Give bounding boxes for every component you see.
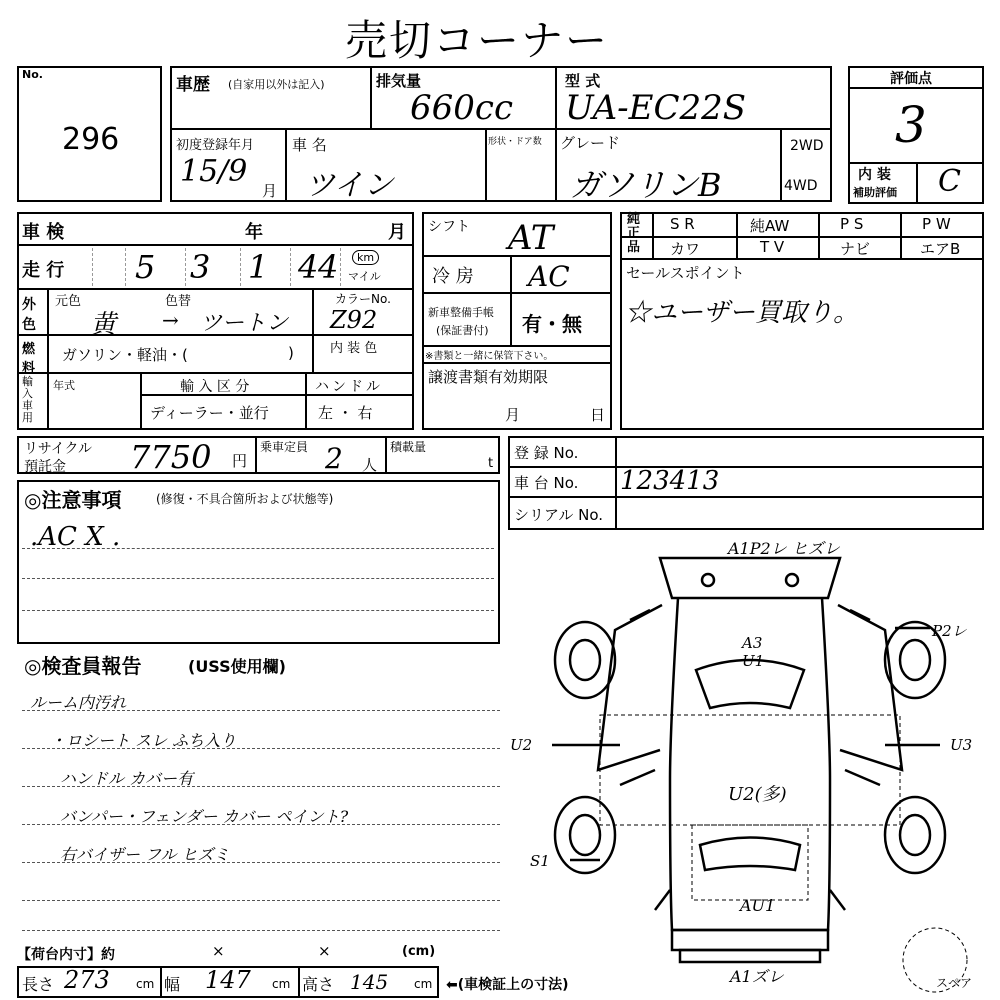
color-original: 黄: [90, 310, 117, 340]
color-code-label: カラーNo.: [335, 292, 391, 306]
cargo-label: 【荷台内寸】約: [17, 947, 115, 963]
mileage-label: 走 行: [22, 260, 65, 281]
dims-length-unit: cm: [136, 977, 155, 991]
no-label: No.: [22, 68, 43, 81]
history-label: 車歴: [176, 75, 210, 95]
dims-height-unit: cm: [414, 977, 433, 991]
fuel-side-label: 燃料: [22, 342, 36, 376]
capacity-label: 乗車定員: [260, 440, 309, 454]
body-type-label: 形状・ドア数: [488, 137, 542, 147]
service-book-note: ※書類と一緒に保管下さい。: [425, 351, 554, 362]
option-airbag: エアB: [920, 240, 961, 258]
ac-label: 冷 房: [432, 266, 474, 287]
model-label: 型 式: [565, 72, 601, 90]
displacement-label: 排気量: [376, 72, 422, 90]
recycle-value: 7750: [130, 438, 212, 476]
chassis-value: 123413: [620, 466, 720, 496]
serial-label: シリアル No.: [514, 506, 604, 524]
service-book-label-2: (保証書付): [436, 324, 489, 337]
history-note: (自家用以外は記入): [228, 78, 325, 91]
option-ps: P S: [840, 215, 864, 233]
fuel-options: ガソリン・軽油・(: [62, 346, 188, 364]
options-side-label: 純正品: [627, 212, 641, 255]
inspection-year: 年: [245, 222, 263, 243]
color-change-label: 色替: [165, 294, 192, 309]
inspector-line-1: ルーム内汚れ: [30, 693, 127, 712]
sales-point-value: ☆ユーザー買取り。: [625, 298, 860, 328]
diag-right-top: P2レ: [932, 622, 967, 640]
interior-color-label: 内 装 色: [330, 341, 378, 356]
chassis-label: 車 台 No.: [514, 474, 579, 492]
inspector-line-5: 右バイザー フル ヒズミ: [60, 845, 230, 864]
caution-line-1: .AC X .: [30, 522, 121, 552]
dims-note: ⬅(車検証上の寸法): [446, 977, 569, 993]
dims-length-label: 長さ: [22, 975, 55, 994]
import-class-label: 輸 入 区 分: [180, 379, 250, 395]
diag-top: A1P2レ ヒズレ: [728, 539, 840, 558]
mileage-digit-2: 3: [190, 248, 211, 286]
transfer-label: 譲渡書類有効期限: [428, 368, 549, 386]
diag-left-bottom: S1: [530, 852, 550, 870]
ac-value: AC: [528, 260, 570, 293]
mileage-digit-4: 4: [298, 248, 319, 286]
mileage-unit-km: km: [352, 250, 379, 265]
transfer-month: 月: [505, 406, 521, 424]
mileage-unit-mile: マイル: [348, 270, 381, 283]
option-leather: カワ: [670, 240, 701, 258]
color-arrow: →: [162, 308, 179, 332]
car-name-value: ツイン: [305, 168, 394, 203]
no-value: 296: [62, 122, 120, 157]
import-year-label: 年式: [53, 379, 75, 392]
diag-bottom: A1ズレ: [730, 967, 784, 986]
grade-value: ガソリンB: [570, 166, 722, 204]
displacement-value: 660cc: [410, 88, 513, 128]
handle-value: 左 ・ 右: [318, 404, 373, 422]
shift-value: AT: [508, 218, 554, 258]
color-changed: ツートン: [200, 311, 289, 336]
mileage-digit-1: 5: [135, 248, 156, 286]
inspection-label: 車 検: [22, 222, 65, 243]
model-value: UA-EC22S: [565, 88, 747, 128]
inspector-line-2: ・ロシート スレ ふち入り: [50, 731, 237, 750]
recycle-label-1: リサイクル: [24, 441, 93, 457]
service-book-value: 有・無: [522, 312, 582, 336]
option-tv: T V: [760, 238, 785, 256]
diag-rear: AU1: [740, 896, 776, 915]
diag-right-mid: U3: [950, 736, 973, 754]
inspector-label: ◎検査員報告: [24, 654, 142, 678]
recycle-unit: 円: [232, 452, 248, 470]
first-reg-label: 初度登録年月: [176, 138, 255, 153]
interior-label-2: 補助評価: [853, 186, 897, 199]
capacity-value: 2: [325, 442, 343, 475]
cargo-x1: ×: [212, 942, 225, 960]
inspector-line-3: ハンドル カバー有: [60, 769, 194, 788]
load-unit: t: [488, 456, 494, 471]
diag-left-mid: U2: [510, 736, 533, 754]
dims-width-unit: cm: [272, 977, 291, 991]
page-title: 売切コーナー: [345, 16, 610, 65]
interior-label-1: 内 装: [858, 167, 891, 183]
inspector-note: (USS使用欄): [188, 657, 286, 676]
diag-center: U2(多): [728, 784, 787, 805]
rating-value: 3: [895, 96, 927, 154]
car-diagram: [510, 530, 990, 1000]
color-original-label: 元色: [55, 294, 82, 309]
first-reg-unit: 月: [262, 182, 278, 200]
dims-height: 145: [350, 970, 389, 994]
dims-length: 273: [64, 966, 110, 994]
grade-label: グレード: [560, 134, 621, 152]
caution-note: (修復・不具合箇所および状態等): [156, 492, 334, 506]
dims-width-label: 幅: [164, 975, 181, 994]
mileage-digit-3: 1: [248, 248, 269, 286]
caution-label: ◎注意事項: [24, 488, 122, 512]
capacity-unit: 人: [362, 456, 378, 474]
fuel-close: ): [288, 344, 294, 362]
recycle-label-2: 預託金: [24, 459, 66, 475]
dims-width: 147: [205, 966, 251, 994]
shift-label: シフト: [428, 219, 470, 235]
import-class-value: ディーラー・並行: [150, 404, 269, 422]
import-side-label: 輸入車用: [22, 375, 33, 424]
mileage-digit-5: 4: [318, 248, 339, 286]
inspector-line-4: バンパー・フェンダー カバー ペイント?: [60, 807, 349, 826]
transfer-day: 日: [590, 406, 606, 424]
option-sr: S R: [670, 215, 695, 233]
inspection-month: 月: [388, 222, 406, 243]
rating-label: 評価点: [890, 71, 932, 87]
cargo-x2: ×: [318, 942, 331, 960]
interior-value: C: [938, 164, 961, 199]
car-name-label: 車 名: [292, 136, 327, 154]
option-pw: P W: [922, 215, 951, 233]
diag-roof: A3 U1: [742, 634, 765, 670]
handle-label: ハンドル: [315, 379, 383, 395]
load-label: 積載量: [390, 440, 427, 454]
drive-2wd: 2WD: [790, 138, 824, 154]
drive-4wd: 4WD: [784, 178, 818, 194]
service-book-label-1: 新車整備手帳: [428, 306, 494, 319]
option-navi: ナビ: [840, 240, 871, 258]
option-aw: 純AW: [750, 217, 790, 235]
diag-spare: スペア: [936, 976, 973, 990]
dims-height-label: 高さ: [302, 975, 335, 994]
sales-point-label: セールスポイント: [626, 264, 745, 282]
color-side-label: 外色: [22, 297, 36, 333]
cargo-unit: (cm): [402, 944, 436, 959]
color-code: Z92: [330, 306, 378, 334]
first-reg-value: 15/9: [180, 154, 248, 189]
registration-label: 登 録 No.: [514, 444, 579, 462]
